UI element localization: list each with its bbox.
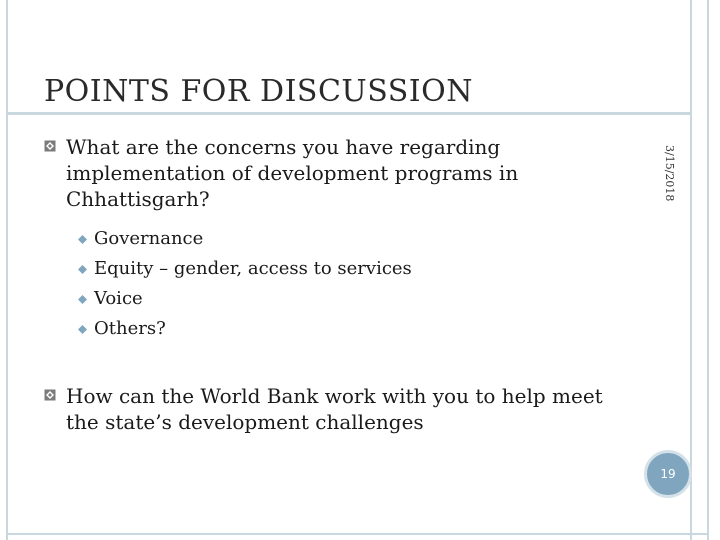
bullet-text: How can the World Bank work with you to help meet the state’s development challenges <box>66 384 603 434</box>
square-diamond-bullet-icon <box>44 389 56 401</box>
frame-bottom-border <box>6 533 709 535</box>
sub-bullet-item <box>78 224 412 254</box>
bullet-item-concerns <box>44 134 564 212</box>
page-number-badge: 19 <box>644 450 692 498</box>
sub-bullet-item <box>78 254 412 284</box>
title-divider <box>6 112 692 115</box>
diamond-bullet-icon <box>78 325 87 334</box>
frame-right-border-outer <box>707 0 709 540</box>
diamond-bullet-icon <box>78 265 87 274</box>
sub-bullet-text: Others? <box>94 318 166 339</box>
slide-date: 3/15/2018 <box>663 145 676 202</box>
bullet-text: What are the concerns you have regarding implementation of development programs in Chhattisgarh? <box>66 135 519 211</box>
slide-title: POINTS FOR DISCUSSION <box>44 74 473 109</box>
diamond-bullet-icon <box>78 235 87 244</box>
frame-right-border-inner <box>690 0 692 540</box>
frame-left-border <box>6 0 8 540</box>
sub-bullet-item <box>78 284 412 314</box>
sub-bullet-text: Equity – gender, access to services <box>94 258 412 279</box>
sub-bullet-list <box>78 224 412 344</box>
sub-bullet-text: Governance <box>94 228 204 249</box>
bullet-item-world-bank <box>44 383 604 435</box>
sub-bullet-item <box>78 314 412 344</box>
diamond-bullet-icon <box>78 295 87 304</box>
sub-bullet-text: Voice <box>94 288 143 309</box>
square-diamond-bullet-icon <box>44 140 56 152</box>
